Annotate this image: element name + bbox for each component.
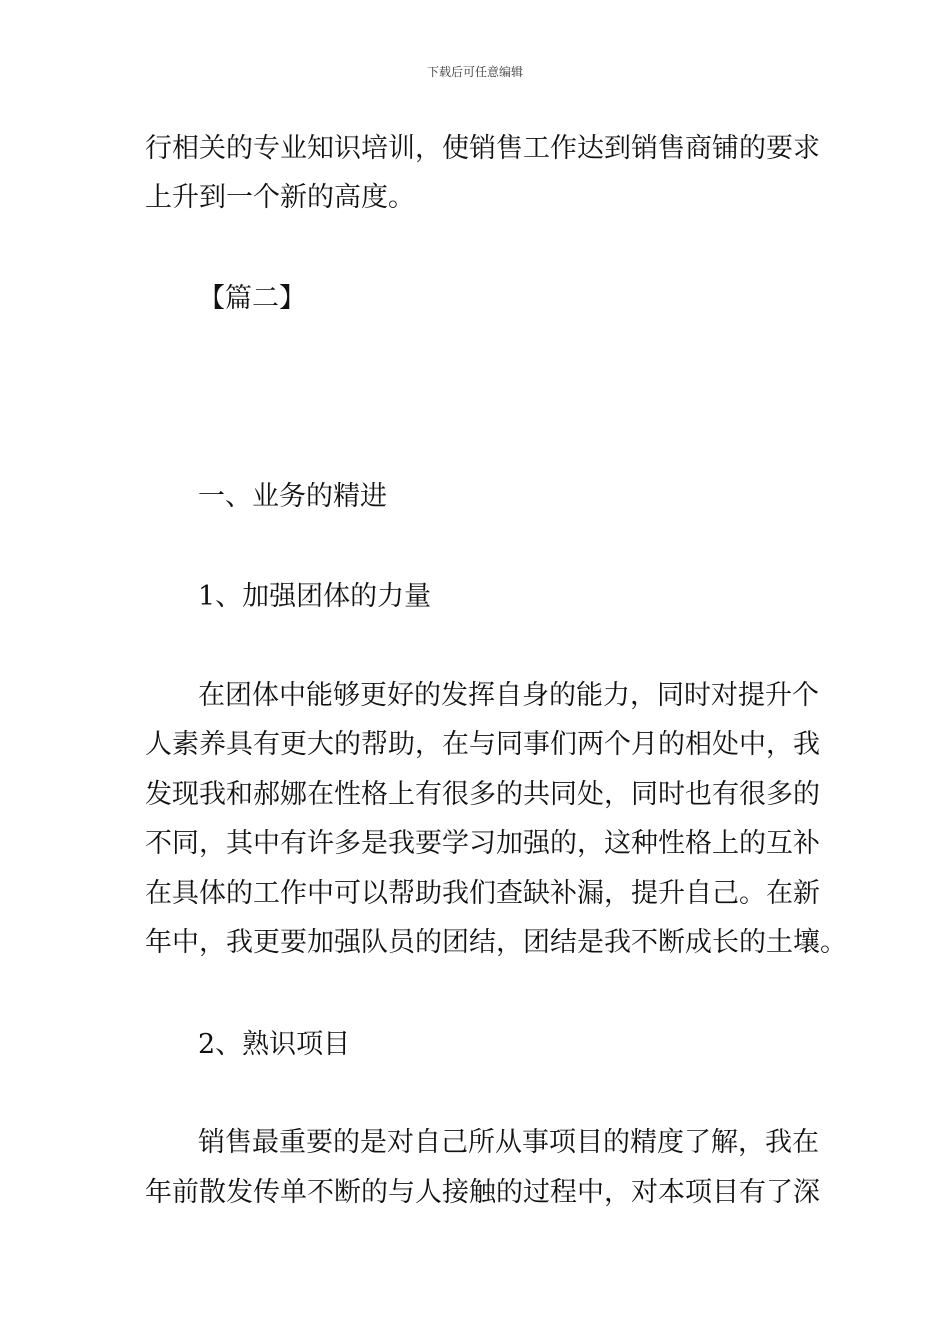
subheading-team-strength: 1、加强团体的力量: [198, 581, 432, 612]
paragraph-line: 年中，我更要加强队员的团结，团结是我不断成长的土壤。: [145, 927, 847, 958]
paragraph-line: 年前散发传单不断的与人接触的过程中，对本项目有了深: [145, 1177, 820, 1208]
paragraph-line: 人素养具有更大的帮助，在与同事们两个月的相处中，我: [145, 729, 820, 760]
section-title: 【篇二】: [198, 283, 306, 314]
subheading-know-project: 2、熟识项目: [198, 1029, 351, 1060]
paragraph-line: 发现我和郝娜在性格上有很多的共同处，同时也有很多的: [145, 779, 820, 810]
paragraph-line: 销售最重要的是对自己所从事项目的精度了解，我在: [198, 1127, 819, 1158]
heading-business-progress: 一、业务的精进: [198, 481, 387, 512]
paragraph-line: 在具体的工作中可以帮助我们查缺补漏，提升自己。在新: [145, 878, 820, 909]
paragraph-line: 在团体中能够更好的发挥自身的能力，同时对提升个: [198, 680, 819, 711]
page-header: 下载后可任意编辑: [426, 65, 523, 79]
paragraph-line: 行相关的专业知识培训，使销售工作达到销售商铺的要求: [145, 133, 820, 164]
paragraph-line: 不同，其中有许多是我要学习加强的，这种性格上的互补: [145, 828, 820, 859]
paragraph-line: 上升到一个新的高度。: [145, 182, 415, 213]
